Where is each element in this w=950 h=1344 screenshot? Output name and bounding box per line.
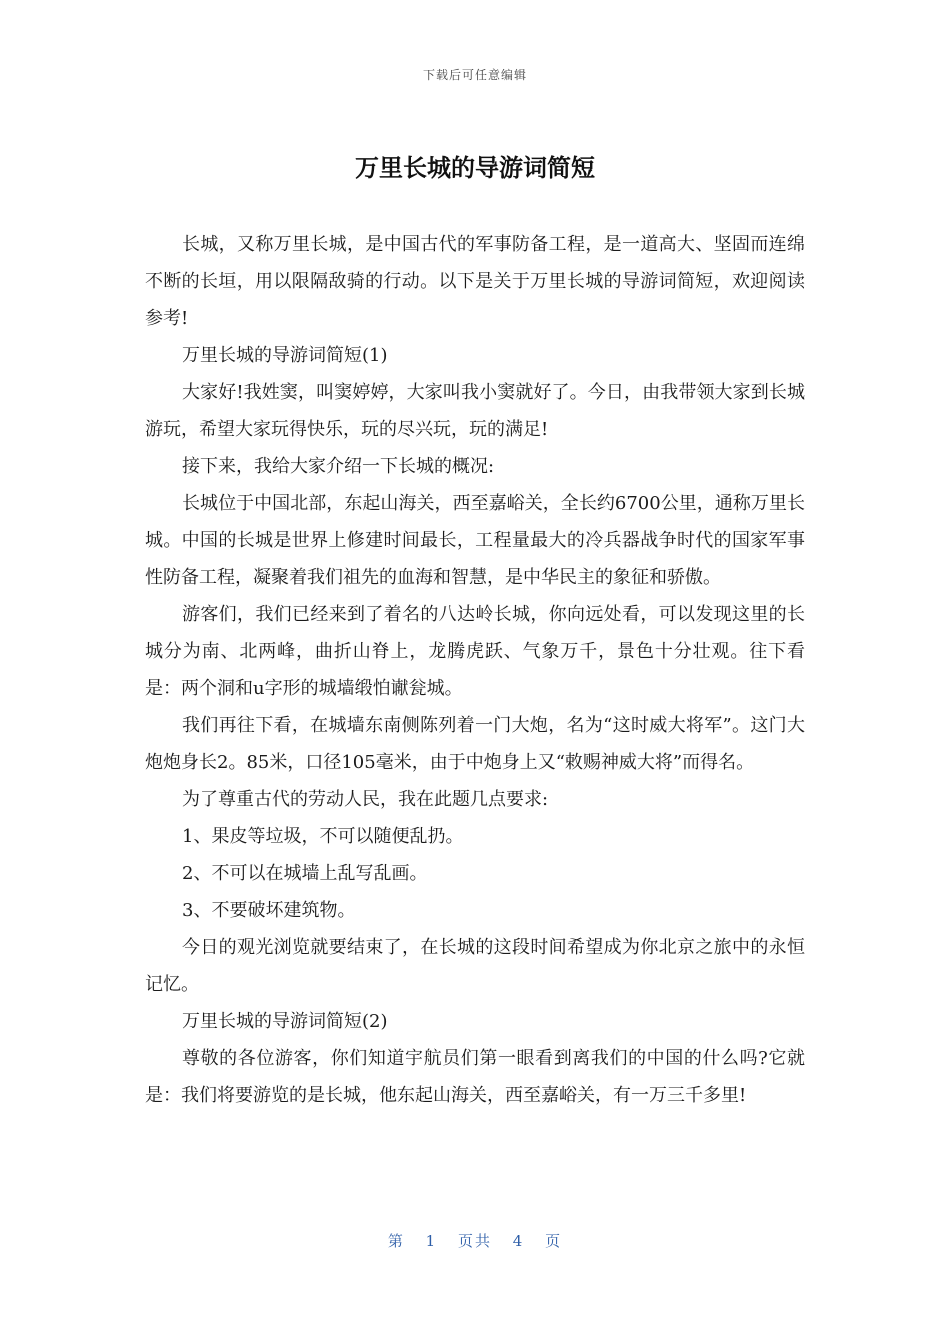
paragraph: 尊敬的各位游客，你们知道宇航员们第一眼看到离我们的中国的什么吗?它就是：我们将要游览的是长城，他东起山海关，西至嘉峪关，有一万三千多里! [145,1048,805,1106]
paragraph: 接下来，我给大家介绍一下长城的概况: [182,456,495,477]
list-item: 2、不可以在城墙上乱写乱画。 [182,863,428,884]
section-heading-1: 万里长城的导游词简短(1) [182,345,388,366]
paragraph: 游客们，我们已经来到了着名的八达岭长城，你向远处看，可以发现这里的长城分为南、北两峰，曲折山脊上，龙腾虎跃、气象万千，景色十分壮观。往下看是：两个洞和u字形的城墙缎怕谳瓮城。 [145,604,805,699]
document-body [145,226,805,1114]
section-heading-2: 万里长城的导游词简短(2) [182,1011,388,1032]
list-item: 3、不要破坏建筑物。 [182,900,356,921]
page-number: 第 1 页共 4 页 [387,1232,563,1250]
paragraph-intro: 长城，又称万里长城，是中国古代的军事防备工程，是一道高大、坚固而连绵不断的长垣，用以限隔敌骑的行动。以下是关于万里长城的导游词简短，欢迎阅读参考! [145,234,805,329]
paragraph: 我们再往下看，在城墙东南侧陈列着一门大炮，名为“这时威大将军”。这门大炮炮身长2。85米，口径105毫米，由于中炮身上又“敕赐神威大将”而得名。 [145,715,805,773]
list-item: 1、果皮等垃圾，不可以随便乱扔。 [182,826,464,847]
paragraph: 长城位于中国北部，东起山海关，西至嘉峪关，全长约6700公里，通称万里长城。中国的长城是世界上修建时间最长，工程量最大的冷兵器战争时代的国家军事性防备工程，凝聚着我们祖先的血海和智慧，是中华民主的象征和骄傲。 [145,493,805,588]
paragraph: 大家好!我姓窦，叫窦婷婷，大家叫我小窦就好了。今日，由我带领大家到长城游玩，希望大家玩得快乐，玩的尽兴玩，玩的满足! [145,382,805,440]
paragraph: 为了尊重古代的劳动人民，我在此题几点要求: [182,789,549,810]
document-title: 万里长城的导游词简短 [355,154,595,182]
header-note: 下载后可任意编辑 [422,68,527,82]
paragraph: 今日的观光浏览就要结束了，在长城的这段时间希望成为你北京之旅中的永恒记忆。 [145,937,805,995]
